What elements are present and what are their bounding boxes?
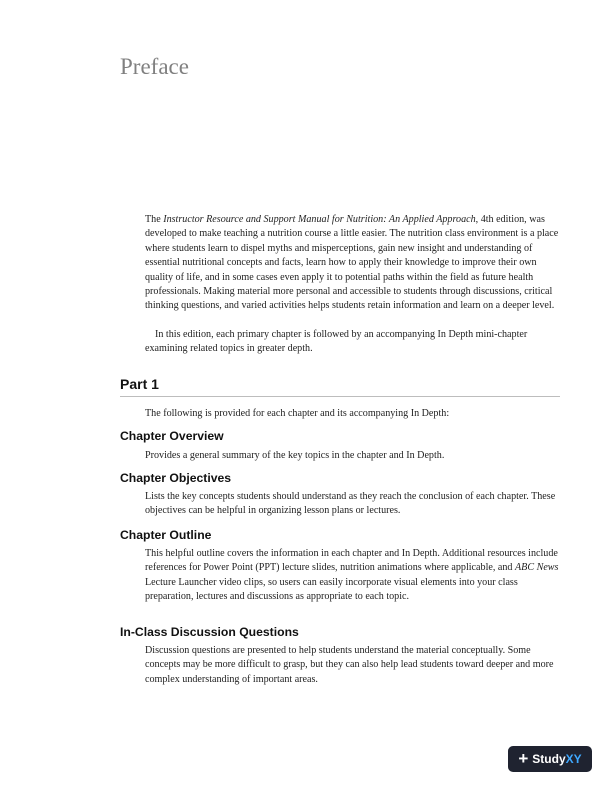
manual-title: Instructor Resource and Support Manual for Nutrition: An Applied Approach (163, 214, 476, 225)
outline-text-before: This helpful outline covers the information in each chapter and In Depth. Additional resources include references for Power Point (PPT) lecture slides, nutrition animations where applicable, and (145, 548, 558, 574)
in-class-discussion-text: Discussion questions are presented to help students understand the material conceptually. Some concepts may be more difficult to grasp, but they can also help lead students toward deeper and more complex understanding of important areas. (145, 645, 554, 685)
divider (120, 396, 560, 397)
chapter-objectives-heading: Chapter Objectives (120, 471, 232, 485)
intro-paragraph-1 (145, 213, 560, 314)
intro-rest: , 4th edition, was developed to make teaching a nutrition course a little easier. The nutrition class environment is a place where students learn to dispel myths and misperceptions, gain new insight and understanding of essential nutritional concepts and facts, learn how to apply their knowledge to improve their own quality of life, and in some cases even apply it to potential paths within the field as future health professionals. Making material more personal and accessible to students through discussions, critical thinking questions, and varied activities helps students retain information and learn on a deeper level. (145, 214, 559, 312)
in-class-discussion-heading: In-Class Discussion Questions (120, 625, 299, 639)
part-1-heading: Part 1 (120, 376, 159, 392)
studyxy-logo: StudyXY (532, 752, 582, 766)
intro-the: The (145, 214, 164, 225)
chapter-outline-text (145, 547, 560, 605)
chapter-overview-text: Provides a general summary of the key topics in the chapter and In Depth. (145, 450, 445, 461)
abc-news: ABC News (515, 562, 559, 574)
chapter-overview-heading: Chapter Overview (120, 429, 224, 443)
intro-paragraph-2: In this edition, each primary chapter is followed by an accompanying In Depth mini-chapter examining related topics in greater depth. (145, 329, 528, 355)
plus-icon: + (518, 748, 529, 768)
chapter-outline-heading: Chapter Outline (120, 528, 212, 542)
outline-text-after: Lecture Launcher video clips, so users can easily incorporate visual elements into your class preparation, lectures and discussions as appropriate to each topic. (145, 576, 518, 603)
chapter-objectives-text: Lists the key concepts students should understand as they reach the conclusion of each chapter. These objectives can be helpful in organizing lesson plans or lectures. (145, 491, 556, 517)
part-1-lead: The following is provided for each chapter and its accompanying In Depth: (145, 408, 450, 419)
studyxy-badge[interactable] (508, 746, 592, 772)
page-title: Preface (120, 54, 189, 79)
